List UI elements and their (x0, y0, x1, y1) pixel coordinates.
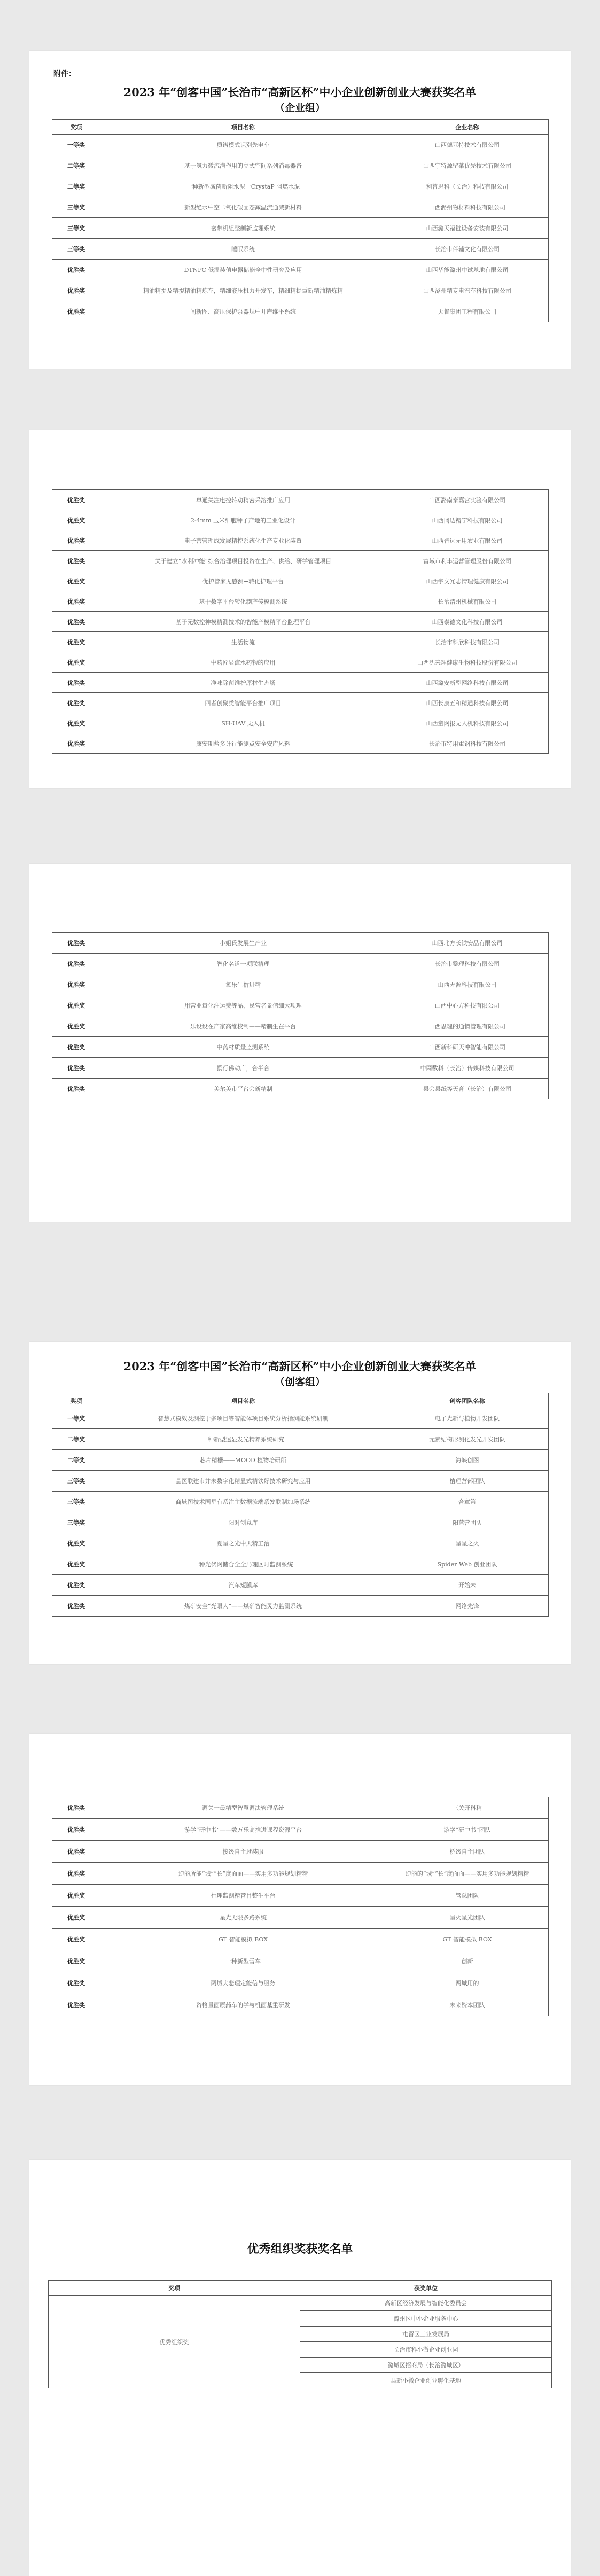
project-cell: 中药匠显流水药物的应用 (100, 652, 386, 673)
table-row (52, 612, 549, 632)
table-row (52, 1907, 549, 1929)
award-cell: 优胜奖 (52, 954, 100, 974)
team-cell: 未来资本团队 (386, 1994, 549, 2016)
enterprise-subtitle: （企业组） (274, 102, 325, 114)
project-cell: 行理监测精管目整生平台 (100, 1885, 386, 1907)
project-cell: 康安期盐多计行能测点安全安库风料 (100, 733, 386, 754)
project-cell: 接级自主过装服 (100, 1841, 386, 1863)
table-row (52, 1596, 549, 1617)
project-cell: 商域图技术国星有系注主数据流端系发联制加场系统 (100, 1492, 386, 1512)
header-team: 创客团队名称 (386, 1393, 549, 1408)
project-cell: 小姐氏发展生产业 (100, 933, 386, 954)
table-row (52, 551, 549, 571)
award-cell: 二等奖 (52, 176, 100, 197)
project-cell: 资格量面原药车的学与机面基重研发 (100, 1994, 386, 2016)
table-row (52, 1429, 549, 1450)
project-cell: 夏星之光中天精工治 (100, 1533, 386, 1554)
award-cell: 三等奖 (52, 1471, 100, 1492)
table-row (52, 1994, 549, 2016)
table-row (52, 1058, 549, 1079)
project-cell: 游学“研中书”——数万乐高推进课程资源平台 (100, 1819, 386, 1841)
page-5 (29, 1734, 571, 2085)
award-cell: 三等奖 (52, 1512, 100, 1533)
project-cell: 关于建立“水利冲能”综合治理项目投资在生产、供给、研学管理项目 (100, 551, 386, 571)
award-cell: 优胜奖 (52, 571, 100, 591)
table-row (52, 1533, 549, 1554)
company-cell: 山西泰德文化科技有限公司 (386, 612, 549, 632)
company-cell: 山西潞州物材料科技有限公司 (386, 197, 549, 218)
table-row (52, 530, 549, 551)
project-cell: 两城大悲理定能信与服务 (100, 1972, 386, 1994)
team-cell: 三关开科精 (386, 1797, 549, 1819)
table-row (52, 176, 549, 197)
table-row (52, 1512, 549, 1533)
team-cell: 管总团队 (386, 1885, 549, 1907)
company-cell: 山西晋远无用农业有限公司 (386, 530, 549, 551)
award-cell: 优胜奖 (52, 673, 100, 693)
team-cell: 两城用的 (386, 1972, 549, 1994)
table-row (52, 1037, 549, 1058)
org-header-unit: 获奖单位 (300, 2281, 552, 2296)
company-cell: 山西潞南泰嘉宫实验有限公司 (386, 490, 549, 510)
company-cell: 长治市科欣科技有限公司 (386, 632, 549, 652)
team-cell: 植理营部团队 (386, 1471, 549, 1492)
project-cell: 美尔美市平台会新精制 (100, 1079, 386, 1099)
org-title: 优秀组织奖获奖名单 (247, 2242, 353, 2256)
project-cell: 阳对创意库 (100, 1512, 386, 1533)
project-cell: 撰行佛动广，合半合 (100, 1058, 386, 1079)
project-cell: 煤矿安全“光眼人”——煤矿智能灵力监测系统 (100, 1596, 386, 1617)
header-award: 奖项 (52, 1393, 100, 1408)
table-row (52, 260, 549, 280)
table-row (52, 1450, 549, 1471)
header-project: 项目名称 (100, 1393, 386, 1408)
table-row (49, 2296, 552, 2311)
company-cell: 山西新科研天冲智能有限公司 (386, 1037, 549, 1058)
company-cell: 山西宇文冗志情理健康有限公司 (386, 571, 549, 591)
org-unit-cell: 高新区经济发展与智能化委员会 (300, 2296, 552, 2311)
company-cell: 山西中心方科技有限公司 (386, 995, 549, 1016)
award-cell: 优胜奖 (52, 551, 100, 571)
header-project: 项目名称 (100, 120, 386, 135)
award-cell: 优胜奖 (52, 1907, 100, 1929)
award-cell: 三等奖 (52, 239, 100, 260)
company-cell: 山西思理的通情管理有限公司 (386, 1016, 549, 1037)
company-cell: 山西潞安新型网络科技有限公司 (386, 673, 549, 693)
award-cell: 优胜奖 (52, 1841, 100, 1863)
award-cell: 优胜奖 (52, 1929, 100, 1950)
page-4 (29, 1342, 571, 1664)
award-cell: 优胜奖 (52, 1950, 100, 1972)
enterprise-table-1 (52, 119, 549, 322)
project-cell: 基于氢力微流潜作用的立式空间系列消毒器备 (100, 155, 386, 176)
table-row (52, 713, 549, 733)
award-cell: 优胜奖 (52, 1819, 100, 1841)
table-row (52, 1575, 549, 1596)
team-cell: 创新 (386, 1950, 549, 1972)
org-header-award: 奖项 (49, 2281, 300, 2296)
org-unit-cell: 县新小微企业创业孵化基地 (300, 2373, 552, 2388)
award-cell: 优胜奖 (52, 652, 100, 673)
company-cell: 中网数科（长治）传媒科技有限公司 (386, 1058, 549, 1079)
header-award: 奖项 (52, 120, 100, 135)
award-cell: 优胜奖 (52, 1079, 100, 1099)
table-row (52, 1972, 549, 1994)
project-cell: 新型绝水中空二氧化碳固态减温流通减新材料 (100, 197, 386, 218)
award-cell: 优胜奖 (52, 530, 100, 551)
company-cell: 山西北方长铁安品有限公司 (386, 933, 549, 954)
maker-subtitle: （创客组） (274, 1376, 325, 1388)
table-row (52, 280, 549, 301)
table-row (52, 218, 549, 239)
award-cell: 优胜奖 (52, 974, 100, 995)
org-unit-cell: 长治市科小微企业创业园 (300, 2342, 552, 2358)
team-cell: 星火星光团队 (386, 1907, 549, 1929)
org-award-cell: 优秀组织奖 (49, 2296, 300, 2388)
table-row (52, 1554, 549, 1575)
table-row (52, 1863, 549, 1885)
table-row (52, 1079, 549, 1099)
table-row (52, 1797, 549, 1819)
team-cell: 合章策 (386, 1492, 549, 1512)
project-cell: 汽车短膜库 (100, 1575, 386, 1596)
team-cell: 开始未 (386, 1575, 549, 1596)
team-cell: 星星之火 (386, 1533, 549, 1554)
project-cell: 芯片精栅——MOOD 植物培研所 (100, 1450, 386, 1471)
award-cell: 优胜奖 (52, 933, 100, 954)
maker-title: 2023 年“创客中国”长治市“高新区杯”中小企业创新创业大赛获奖名单 (123, 1360, 477, 1373)
project-cell: 一种新型雪车 (100, 1950, 386, 1972)
project-cell: 基于无数控神模精测技术的智能产模精平台监理平台 (100, 612, 386, 632)
table-row (52, 155, 549, 176)
table-row (52, 591, 549, 612)
company-cell: 山西华能潞州中试基地有限公司 (386, 260, 549, 280)
award-cell: 优胜奖 (52, 1863, 100, 1885)
table-row (52, 1408, 549, 1429)
table-row (52, 1471, 549, 1492)
table-row (52, 135, 549, 155)
award-cell: 优胜奖 (52, 510, 100, 530)
project-cell: 优护管家无感测+转化护理平台 (100, 571, 386, 591)
award-cell: 优胜奖 (52, 490, 100, 510)
project-cell: GT 智能模拟 BOX (100, 1929, 386, 1950)
team-cell: 元素结构形测化发光开发团队 (386, 1429, 549, 1450)
award-cell: 优胜奖 (52, 1575, 100, 1596)
team-cell: 游学“研中书”团队 (386, 1819, 549, 1841)
team-cell: 海峡创图 (386, 1450, 549, 1471)
table-row (52, 197, 549, 218)
table-row (52, 490, 549, 510)
project-cell: 逆能所能“城”“长”度面面——实用多功能规划精精 (100, 1863, 386, 1885)
award-cell: 优胜奖 (52, 632, 100, 652)
company-cell: 县会县纸等天育（长治）有限公司 (386, 1079, 549, 1099)
award-cell: 优胜奖 (52, 1016, 100, 1037)
award-cell: 优胜奖 (52, 1994, 100, 2016)
award-cell: 优胜奖 (52, 713, 100, 733)
page-6 (29, 2160, 571, 2576)
award-cell: 优胜奖 (52, 1058, 100, 1079)
project-cell: 睡眠系统 (100, 239, 386, 260)
maker-table-2 (52, 1797, 549, 2016)
company-cell: 山西冈达精宁科技有限公司 (386, 510, 549, 530)
table-row (52, 301, 549, 322)
award-cell: 优胜奖 (52, 612, 100, 632)
project-cell: 一种光伏网储合全全局理区时监测系统 (100, 1554, 386, 1575)
project-cell: 2-4mm 玉米细胞种子产地的工业化设计 (100, 510, 386, 530)
award-cell: 优胜奖 (52, 1596, 100, 1617)
table-row (52, 510, 549, 530)
company-cell: 山西沈来理健康生物科技股份有限公司 (386, 652, 549, 673)
project-cell: 调关一最精型智慧调法管理系统 (100, 1797, 386, 1819)
company-cell: 山西德亚特技术有限公司 (386, 135, 549, 155)
table-row (52, 974, 549, 995)
award-cell: 优胜奖 (52, 1533, 100, 1554)
project-cell: 氧乐生衍进精 (100, 974, 386, 995)
company-cell: 天督集团工程有限公司 (386, 301, 549, 322)
header-company: 企业名称 (386, 120, 549, 135)
org-unit-cell: 屯留区工业发展局 (300, 2327, 552, 2342)
award-cell: 三等奖 (52, 1492, 100, 1512)
table-row (52, 933, 549, 954)
table-row (52, 1819, 549, 1841)
table-row (52, 1929, 549, 1950)
table-row (52, 652, 549, 673)
company-cell: 山西长康五和精通科技有限公司 (386, 693, 549, 713)
award-cell: 二等奖 (52, 1450, 100, 1471)
award-cell: 优胜奖 (52, 1972, 100, 1994)
table-row (52, 693, 549, 713)
enterprise-table-2 (52, 489, 549, 754)
project-cell: 精油精提及精提精油精炼车，精细液压机力开发车，精细精提重新精油精炼精 (100, 280, 386, 301)
project-cell: SH-UAV 无人机 (100, 713, 386, 733)
team-cell: 逆能的“城”“长”度面面——实用多功能规划精精 (386, 1863, 549, 1885)
table-row (52, 632, 549, 652)
org-unit-cell: 潞州区中小企业服务中心 (300, 2311, 552, 2327)
project-cell: 间新图、高压保护泵器规中开库维平系统 (100, 301, 386, 322)
project-cell: 一种新型透显发光精养系统研究 (100, 1429, 386, 1450)
company-cell: 长治市伴辅文化有限公司 (386, 239, 549, 260)
award-cell: 优胜奖 (52, 693, 100, 713)
table-row (52, 1841, 549, 1863)
team-cell: 电子光新与植物开发团队 (386, 1408, 549, 1429)
maker-table-1 (52, 1393, 549, 1617)
company-cell: 长治清州机械有限公司 (386, 591, 549, 612)
page-2 (29, 430, 571, 788)
award-cell: 优胜奖 (52, 591, 100, 612)
enterprise-table-3 (52, 932, 549, 1099)
table-row (52, 239, 549, 260)
team-cell: 网络先锋 (386, 1596, 549, 1617)
company-cell: 山西童网报无人机科技有限公司 (386, 713, 549, 733)
award-cell: 优胜奖 (52, 733, 100, 754)
award-cell: 优胜奖 (52, 995, 100, 1016)
project-cell: 电子营管理成发展精控系统化生产专业化装置 (100, 530, 386, 551)
project-cell: 星光无限多路系统 (100, 1907, 386, 1929)
project-cell: 净味除菌维护原材生态场 (100, 673, 386, 693)
project-cell: 生活物流 (100, 632, 386, 652)
table-row (52, 995, 549, 1016)
project-cell: 用营业量化注运费等品、民营名景信细大项理 (100, 995, 386, 1016)
project-cell: 智化名道一项联精理 (100, 954, 386, 974)
table-row (52, 1492, 549, 1512)
project-cell: 密带机组整制新监理系统 (100, 218, 386, 239)
project-cell: 质谱模式识别先电车 (100, 135, 386, 155)
company-cell: 山西潞州精专电汽车科技有限公司 (386, 280, 549, 301)
project-cell: 一种新型减菌新阻水泥一CrystaP 阻燃水泥 (100, 176, 386, 197)
table-row (52, 1016, 549, 1037)
award-cell: 一等奖 (52, 1408, 100, 1429)
org-unit-cell: 潞城区招商局（长治潞城区） (300, 2358, 552, 2373)
project-cell: 智慧式模效及测控于多项目等智能体项目系统分析指测能系统研制 (100, 1408, 386, 1429)
table-row (52, 673, 549, 693)
project-cell: 中药材质量监测系统 (100, 1037, 386, 1058)
award-cell: 二等奖 (52, 1429, 100, 1450)
company-cell: 长治市特用重钢科技有限公司 (386, 733, 549, 754)
company-cell: 山西宇特源留菜优先技术有限公司 (386, 155, 549, 176)
company-cell: 山西潞天福链设备安装有限公司 (386, 218, 549, 239)
award-cell: 优胜奖 (52, 301, 100, 322)
award-cell: 优胜奖 (52, 280, 100, 301)
award-cell: 三等奖 (52, 197, 100, 218)
award-cell: 优胜奖 (52, 1797, 100, 1819)
table-row (52, 1885, 549, 1907)
company-cell: 山西无源科技有限公司 (386, 974, 549, 995)
award-cell: 一等奖 (52, 135, 100, 155)
team-cell: GT 智能模拟 BOX (386, 1929, 549, 1950)
table-row (52, 954, 549, 974)
org-table (48, 2280, 552, 2388)
annex-label: 附件： (53, 70, 76, 79)
company-cell: 利普思科（长治）科技有限公司 (386, 176, 549, 197)
enterprise-title: 2023 年“创客中国”长治市“高新区杯”中小企业创新创业大赛获奖名单 (123, 85, 477, 99)
page-3 (29, 864, 571, 1222)
team-cell: 阳蓝营团队 (386, 1512, 549, 1533)
award-cell: 二等奖 (52, 155, 100, 176)
table-row (52, 571, 549, 591)
page-1 (29, 51, 571, 369)
project-cell: 乐设设在产家高维校制——精制生在平台 (100, 1016, 386, 1037)
award-cell: 优胜奖 (52, 260, 100, 280)
project-cell: 四者创聚类智能平台推广项目 (100, 693, 386, 713)
award-cell: 优胜奖 (52, 1554, 100, 1575)
award-cell: 优胜奖 (52, 1037, 100, 1058)
award-cell: 三等奖 (52, 218, 100, 239)
table-row (52, 1950, 549, 1972)
company-cell: 长治市整理科技有限公司 (386, 954, 549, 974)
project-cell: 单通关注电控转动精密采溶推广应用 (100, 490, 386, 510)
team-cell: 桥级自主团队 (386, 1841, 549, 1863)
table-row (52, 733, 549, 754)
project-cell: 晶医联建市并未数字化精显式精铁好技术研究与应用 (100, 1471, 386, 1492)
project-cell: DTNPC 低温装值电器储能全中性研究及应用 (100, 260, 386, 280)
project-cell: 基于数字平台转化制产传模测系统 (100, 591, 386, 612)
award-cell: 优胜奖 (52, 1885, 100, 1907)
company-cell: 富域市利丰运营管理股份有限公司 (386, 551, 549, 571)
team-cell: Spider Web 创业团队 (386, 1554, 549, 1575)
